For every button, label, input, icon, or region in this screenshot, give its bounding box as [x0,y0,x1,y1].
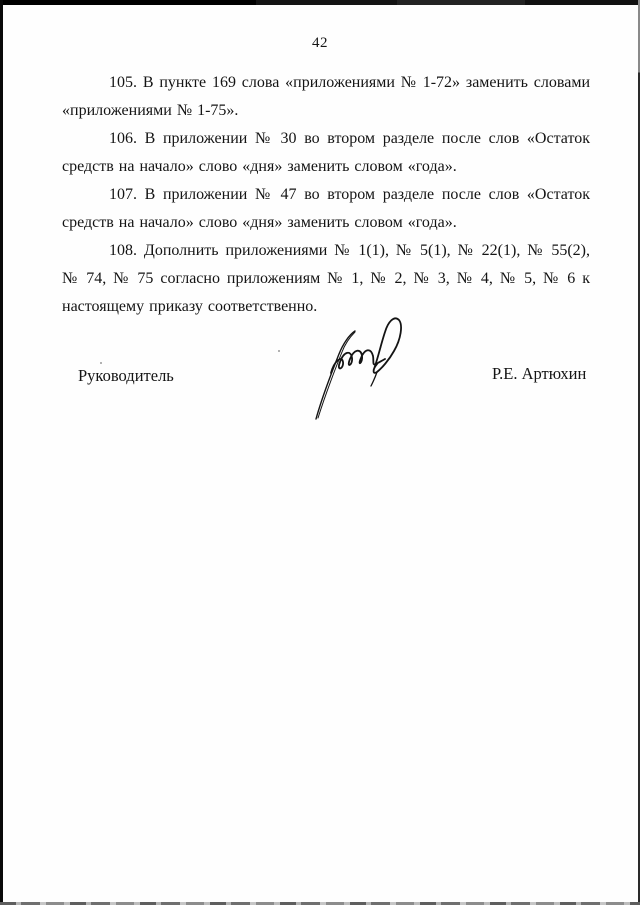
page-border-top [0,0,640,5]
handwritten-signature-icon [281,300,431,430]
scan-speck [100,362,102,364]
page-border-left [0,0,3,905]
scan-speck [278,350,280,352]
document-body [62,69,590,321]
page-number: 42 [312,35,328,51]
paragraph-108: 108. Дополнить приложениями № 1(1), № 5(1), № 22(1), № 55(2), № 74, № 75 согласно приложениям № 1, № 2, № 3, № 4, № 5, № 6 к настоящему приказу соответственно. [62,242,590,315]
signatory-name: Р.Е. Артюхин [492,364,587,383]
paragraph-106: 106. В приложении № 30 во втором разделе после слов «Остаток средств на начало» слово «дня» заменить словом «года». [62,130,590,175]
paragraph-105: 105. В пункте 169 слова «приложениями № 1-72» заменить словами «приложениями № 1-75». [62,74,590,119]
paragraph-107: 107. В приложении № 47 во втором разделе после слов «Остаток средств на начало» слово «дня» заменить словом «года». [62,186,590,231]
signatory-role-label: Руководитель [78,366,174,385]
